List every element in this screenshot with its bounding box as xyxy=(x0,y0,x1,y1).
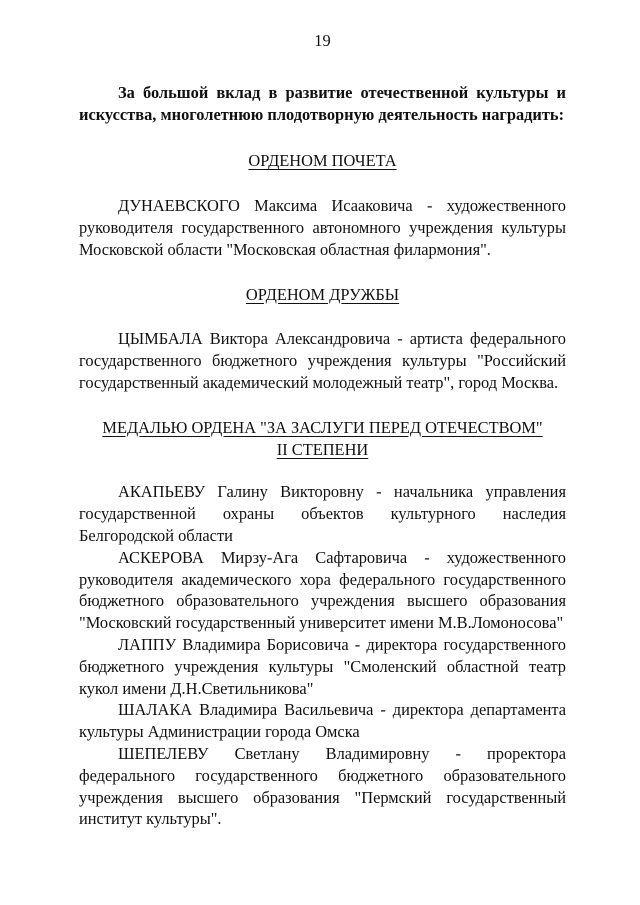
award-dunaevsky: ДУНАЕВСКОГО Максима Исааковича - художественного руководителя государственного автономного учреждения культуры Московской области "Московская областная филармония". xyxy=(79,196,566,259)
award-akapyeva: АКАПЬЕВУ Галину Викторовну - начальника управления государственной охраны объектов культурного наследия Белгородской области xyxy=(79,482,566,545)
heading-medal-merit-line1: МЕДАЛЬЮ ОРДЕНА "ЗА ЗАСЛУГИ ПЕРЕД ОТЕЧЕСТВОМ" xyxy=(102,417,543,437)
award-lappa: ЛАППУ Владимира Борисовича - директора государственного бюджетного учреждения культуры "Смоленский областной театр кукол имени Д.Н.Светильникова" xyxy=(79,634,566,698)
heading-order-of-honour: ОРДЕНОМ ПОЧЕТА xyxy=(248,151,397,171)
heading-medal-merit-line2: II СТЕПЕНИ xyxy=(276,439,369,459)
award-shalak: ШАЛАКА Владимира Васильевича - директора департамента культуры Администрации города Омска xyxy=(79,700,566,742)
award-shepeleva: ШЕПЕЛЕВУ Светлану Владимировну - проректора федерального государственного бюджетного образовательного учреждения высшего образования "Пермский государственный институт культуры". xyxy=(79,743,566,829)
page-number: 19 xyxy=(314,31,331,50)
heading-order-of-friendship: ОРДЕНОМ ДРУЖБЫ xyxy=(245,284,400,304)
intro-paragraph: За большой вклад в развитие отечественной культуры и искусства, многолетнюю плодотворную деятельность наградить: xyxy=(79,82,566,124)
award-askerov: АСКЕРОВА Мирзу-Ага Сафтаровича - художественного руководителя академического хора федерального государственного бюджетного образовательного учреждения высшего образования "Московский государственный университет имени М.В.Ломоносова" xyxy=(79,547,566,633)
award-tsymbal: ЦЫМБАЛА Виктора Александровича - артиста федерального государственного бюджетного учреждения культуры "Российский государственный академический молодежный театр", город Москва. xyxy=(79,329,566,392)
document-page xyxy=(79,30,566,830)
